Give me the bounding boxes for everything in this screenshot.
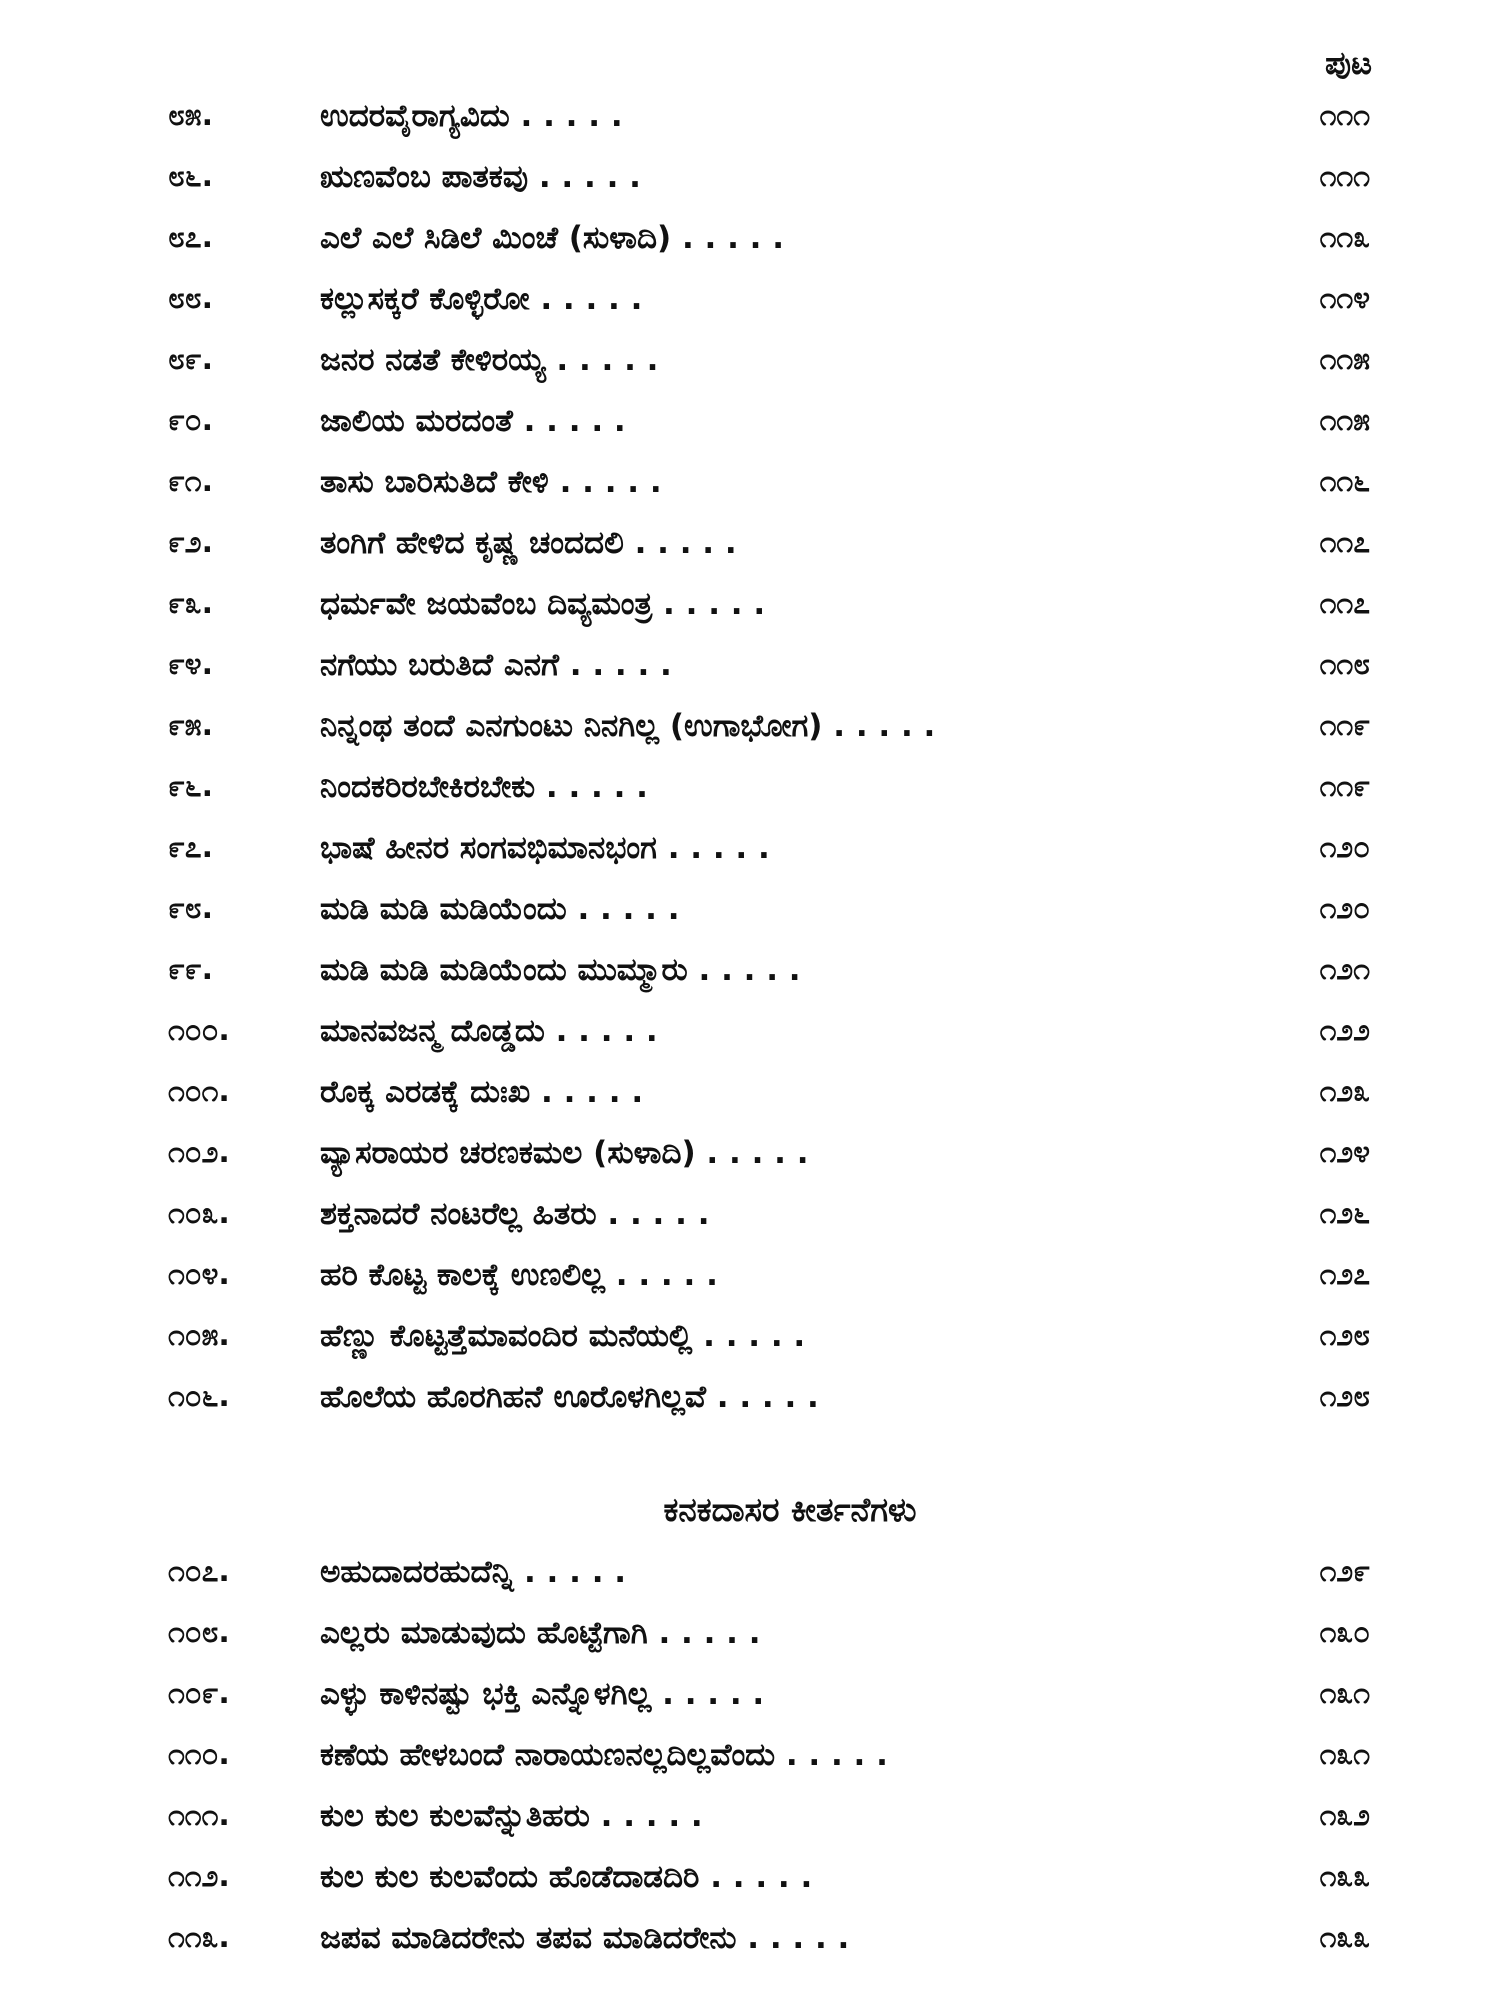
entry-number: ೧೦೦. [168,1013,230,1048]
entry-page-number: ೧೩೧ [1319,1676,1370,1711]
toc-entry [0,397,1500,458]
entry-title: ಕಣೆಯ ಹೇಳಬಂದೆ ನಾರಾಯಣನಲ್ಲದಿಲ್ಲವೆಂದು . . . . . [320,1737,888,1773]
entry-title: ಕುಲ ಕುಲ ಕುಲವೆಂದು ಹೊಡೆದಾಡದಿರಿ . . . . . [320,1859,813,1895]
toc-entry [0,1373,1500,1434]
entry-title: ನಿಂದಕರಿರಬೇಕಿರಬೇಕು . . . . . [320,769,648,805]
entry-title: ಹರಿ ಕೊಟ್ಟ ಕಾಲಕ್ಕೆ ಉಣಲಿಲ್ಲ . . . . . [320,1257,718,1293]
entry-page-number: ೧೩೦ [1319,1615,1370,1650]
toc-entry [0,1914,1500,1975]
toc-entry [0,1609,1500,1670]
entry-page-number: ೧೨೬ [1319,1196,1370,1231]
toc-entry [0,1190,1500,1251]
entry-number: ೯೩. [168,586,213,621]
entry-title: ಮಡಿ ಮಡಿ ಮಡಿಯೆಂದು . . . . . [320,891,680,927]
page-column-label: ಪುಟ [1325,44,1372,82]
toc-entry [0,1251,1500,1312]
entry-title: ಕಲ್ಲುಸಕ್ಕರೆ ಕೊಳ್ಳಿರೋ . . . . . [320,281,643,317]
toc-entry [0,458,1500,519]
toc-entry [0,214,1500,275]
entry-number: ೮೬. [168,159,213,194]
entry-title: ಮಾನವಜನ್ಮ ದೊಡ್ಡದು . . . . . [320,1013,658,1049]
entry-number: ೧೦೧. [168,1074,230,1109]
entry-number: ೯೧. [168,464,213,499]
entry-page-number: ೧೧೭ [1319,525,1370,560]
entry-title: ಹೆಣ್ಣು ಕೊಟ್ಟತ್ತೆಮಾವಂದಿರ ಮನೆಯಲ್ಲಿ . . . . . [320,1318,806,1354]
entry-number: ೧೦೪. [168,1257,230,1292]
toc-entry [0,153,1500,214]
toc-entry [0,1312,1500,1373]
entry-number: ೯೨. [168,525,213,560]
entry-title: ನಿನ್ನಂಥ ತಂದೆ ಎನಗುಂಟು ನಿನಗಿಲ್ಲ (ಉಗಾಭೋಗ) . . . . . [320,708,936,744]
entry-number: ೯೪. [168,647,213,682]
entry-number: ೧೦೫. [168,1318,230,1353]
toc-entry [0,885,1500,946]
toc-entry [0,641,1500,702]
entry-title: ಜನರ ನಡತೆ ಕೇಳಿರಯ್ಯ . . . . . [320,342,659,378]
entry-number: ೮೭. [168,220,213,255]
entry-page-number: ೧೧೫ [1319,342,1370,377]
entry-page-number: ೧೧೧ [1319,98,1370,133]
entry-number: ೧೦೨. [168,1135,230,1170]
toc-entry [0,946,1500,1007]
toc-entry [0,580,1500,641]
entry-title: ವ್ಯಾಸರಾಯರ ಚರಣಕಮಲ (ಸುಳಾದಿ) . . . . . [320,1135,809,1171]
toc-entry [0,763,1500,824]
entry-page-number: ೧೧೭ [1319,586,1370,621]
toc-entry [0,92,1500,153]
entry-page-number: ೧೨೦ [1319,830,1370,865]
entry-page-number: ೧೧೧ [1319,159,1370,194]
entry-number: ೧೧೧. [168,1798,230,1833]
entry-page-number: ೧೨೩ [1319,1074,1370,1109]
entry-number: ೮೯. [168,342,213,377]
entry-number: ೧೦೩. [168,1196,230,1231]
entry-title: ಅಹುದಾದರಹುದೆನ್ನಿ . . . . . [320,1554,627,1590]
entry-page-number: ೧೨೧ [1319,952,1370,987]
entry-page-number: ೧೩೩ [1319,1859,1370,1894]
toc-entry [0,1068,1500,1129]
section-heading-text: ಕನಕದಾಸರ ಕೀರ್ತನೆಗಳು [663,1490,917,1529]
entry-title: ಮಡಿ ಮಡಿ ಮಡಿಯೆಂದು ಮುಮ್ಮಾರು . . . . . [320,952,801,988]
toc-entry [0,1007,1500,1068]
entry-title: ತಾಸು ಬಾರಿಸುತಿದೆ ಕೇಳಿ . . . . . [320,464,662,500]
entry-page-number: ೧೨೮ [1319,1318,1370,1353]
entry-page-number: ೧೩೨ [1319,1798,1370,1833]
toc-list-kanakadasa [0,1548,1500,1975]
toc-entry [0,1670,1500,1731]
entry-title: ಎಲೆ ಎಲೆ ಸಿಡಿಲೆ ಮಿಂಚೆ (ಸುಳಾದಿ) . . . . . [320,220,785,256]
entry-number: ೯೮. [168,891,213,926]
entry-title: ಹೊಲೆಯ ಹೊರಗಿಹನೆ ಊರೊಳಗಿಲ್ಲವೆ . . . . . [320,1379,819,1415]
toc-list-dasa [0,92,1500,1434]
entry-page-number: ೧೧೩ [1319,220,1370,255]
entry-page-number: ೧೨೮ [1319,1379,1370,1414]
entry-page-number: ೧೧೫ [1319,403,1370,438]
entry-page-number: ೧೩೩ [1319,1920,1370,1955]
toc-entry [0,1548,1500,1609]
toc-entry [0,1731,1500,1792]
entry-title: ಋಣವೆಂಬ ಪಾತಕವು . . . . . [320,159,641,195]
toc-entry [0,824,1500,885]
entry-page-number: ೧೨೯ [1319,1554,1370,1589]
entry-title: ಎಳ್ಳು ಕಾಳಿನಷ್ಟು ಭಕ್ತಿ ಎನ್ನೊಳಗಿಲ್ಲ . . . . . [320,1676,765,1712]
entry-page-number: ೧೧೯ [1319,769,1370,804]
entry-number: ೧೦೯. [168,1676,230,1711]
entry-title: ಧರ್ಮವೇ ಜಯವೆಂಬ ದಿವ್ಯಮಂತ್ರ . . . . . [320,586,766,622]
entry-page-number: ೧೨೪ [1319,1135,1370,1170]
entry-page-number: ೧೨೦ [1319,891,1370,926]
toc-entry [0,702,1500,763]
entry-title: ರೊಕ್ಕ ಎರಡಕ್ಕೆ ದುಃಖ . . . . . [320,1074,644,1110]
entry-title: ಭಾಷೆ ಹೀನರ ಸಂಗವಭಿಮಾನಭಂಗ . . . . . [320,830,770,866]
entry-number: ೧೦೬. [168,1379,230,1414]
entry-title: ಜಪವ ಮಾಡಿದರೇನು ತಪವ ಮಾಡಿದರೇನು . . . . . [320,1920,850,1956]
entry-page-number: ೧೨೨ [1319,1013,1370,1048]
toc-entry [0,1129,1500,1190]
entry-number: ೮೮. [168,281,213,316]
entry-number: ೯೭. [168,830,213,865]
entry-title: ನಗೆಯು ಬರುತಿದೆ ಎನಗೆ . . . . . [320,647,672,683]
entry-number: ೯೬. [168,769,213,804]
entry-page-number: ೧೩೧ [1319,1737,1370,1772]
entry-number: ೯೦. [168,403,213,438]
entry-page-number: ೧೧೮ [1319,647,1370,682]
entry-page-number: ೧೧೬ [1319,464,1370,499]
entry-number: ೯೫. [168,708,213,743]
toc-entry [0,1853,1500,1914]
entry-title: ಉದರವೈರಾಗ್ಯವಿದು . . . . . [320,98,623,134]
section-heading [0,1490,1500,1530]
entry-page-number: ೧೨೭ [1319,1257,1370,1292]
entry-number: ೧೧೨. [168,1859,230,1894]
entry-page-number: ೧೧೯ [1319,708,1370,743]
entry-title: ಕುಲ ಕುಲ ಕುಲವೆನ್ನುತಿಹರು . . . . . [320,1798,703,1834]
entry-title: ಎಲ್ಲರು ಮಾಡುವುದು ಹೊಟ್ಟೆಗಾಗಿ . . . . . [320,1615,761,1651]
entry-title: ಶಕ್ತನಾದರೆ ನಂಟರೆಲ್ಲ ಹಿತರು . . . . . [320,1196,710,1232]
entry-number: ೧೧೦. [168,1737,230,1772]
toc-entry [0,1792,1500,1853]
entry-number: ೧೦೮. [168,1615,230,1650]
toc-entry [0,519,1500,580]
entry-title: ಜಾಲಿಯ ಮರದಂತೆ . . . . . [320,403,626,439]
entry-number: ೮೫. [168,98,213,133]
entry-title: ತಂಗಿಗೆ ಹೇಳಿದ ಕೃಷ್ಣ ಚಂದದಲಿ . . . . . [320,525,737,561]
entry-number: ೧೦೭. [168,1554,230,1589]
entry-number: ೯೯. [168,952,213,987]
toc-entry [0,336,1500,397]
entry-page-number: ೧೧೪ [1319,281,1370,316]
entry-number: ೧೧೩. [168,1920,230,1955]
toc-entry [0,275,1500,336]
